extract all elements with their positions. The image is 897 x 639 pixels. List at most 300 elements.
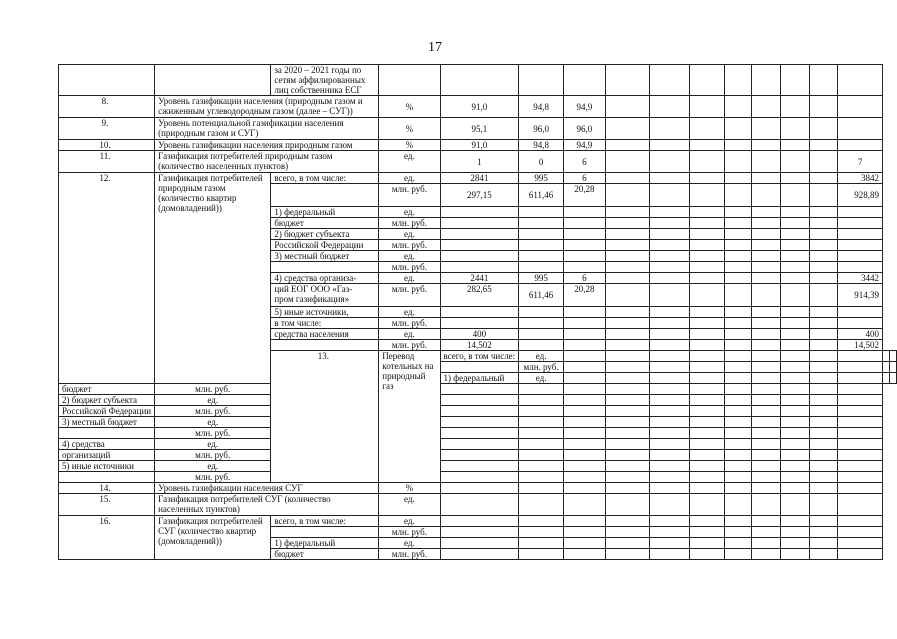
gasification-table	[58, 64, 897, 560]
empty-cell	[809, 65, 838, 96]
empty-cell	[519, 417, 564, 428]
empty-cell	[781, 65, 810, 96]
empty-cell	[809, 549, 838, 560]
empty-cell	[781, 417, 810, 428]
empty-cell	[689, 406, 725, 417]
unit-cell: %	[379, 140, 440, 151]
empty-cell	[155, 65, 271, 96]
empty-cell	[838, 439, 883, 450]
empty-cell	[689, 450, 725, 461]
empty-cell	[440, 65, 519, 96]
empty-cell	[564, 516, 606, 527]
empty-cell	[809, 262, 838, 273]
empty-cell	[725, 329, 752, 340]
unit-cell: ед.	[379, 538, 440, 549]
empty-cell	[649, 483, 689, 494]
empty-cell	[689, 483, 725, 494]
empty-cell	[649, 494, 689, 516]
empty-cell	[440, 262, 519, 273]
empty-cell	[752, 516, 781, 527]
empty-cell	[564, 240, 606, 251]
empty-cell	[752, 340, 781, 351]
empty-cell	[649, 406, 689, 417]
empty-cell	[725, 184, 752, 207]
unit-cell: ед.	[379, 207, 440, 218]
total-cell: 3442	[838, 273, 883, 284]
unit-cell: ед.	[155, 439, 271, 450]
value-cell: 297,15	[440, 184, 519, 207]
empty-cell	[649, 417, 689, 428]
empty-cell	[781, 472, 810, 483]
empty-cell	[752, 284, 781, 307]
empty-cell	[838, 218, 883, 229]
empty-cell	[752, 538, 781, 549]
empty-cell	[725, 118, 752, 140]
empty-cell	[519, 229, 564, 240]
empty-cell	[752, 273, 781, 284]
source-label: 4) средства	[59, 439, 155, 450]
empty-cell	[519, 516, 564, 527]
empty-cell	[649, 184, 689, 207]
total-cell: 914,39	[838, 284, 883, 307]
empty-cell	[605, 549, 649, 560]
empty-cell	[440, 516, 519, 527]
empty-cell	[838, 65, 883, 96]
unit-cell: млн. руб.	[155, 428, 271, 439]
table-row	[59, 151, 897, 173]
empty-cell	[440, 538, 519, 549]
empty-cell	[725, 549, 752, 560]
empty-cell	[781, 450, 810, 461]
empty-cell	[649, 173, 689, 184]
empty-cell	[809, 340, 838, 351]
unit-cell: ед.	[155, 395, 271, 406]
empty-cell	[519, 461, 564, 472]
empty-cell	[59, 65, 155, 96]
empty-cell	[838, 450, 883, 461]
empty-cell	[605, 140, 649, 151]
empty-cell	[781, 527, 810, 538]
empty-cell	[689, 329, 725, 340]
row-number: 10.	[59, 140, 155, 151]
empty-cell	[440, 450, 519, 461]
empty-cell	[649, 140, 689, 151]
empty-cell	[838, 428, 883, 439]
empty-cell	[752, 450, 781, 461]
empty-cell	[519, 318, 564, 329]
empty-cell	[725, 406, 752, 417]
empty-cell	[564, 472, 606, 483]
empty-cell	[519, 527, 564, 538]
unit-cell: ед.	[379, 307, 440, 318]
unit-cell: ед.	[379, 516, 440, 527]
empty-cell	[809, 273, 838, 284]
empty-cell	[605, 307, 649, 318]
empty-cell	[605, 173, 649, 184]
empty-cell	[440, 207, 519, 218]
source-label: 5) иные источники	[59, 461, 155, 472]
empty-cell	[689, 340, 725, 351]
empty-cell	[564, 229, 606, 240]
empty-cell	[752, 351, 781, 362]
empty-cell	[689, 549, 725, 560]
empty-cell	[605, 96, 649, 118]
empty-cell	[809, 428, 838, 439]
empty-cell	[752, 318, 781, 329]
empty-cell	[809, 461, 838, 472]
empty-cell	[564, 307, 606, 318]
empty-cell	[689, 273, 725, 284]
page-number: 17	[428, 40, 442, 55]
empty-cell	[725, 472, 752, 483]
value-cell: 6	[564, 273, 606, 284]
table-row	[59, 96, 897, 118]
empty-cell	[605, 472, 649, 483]
empty-cell	[725, 494, 752, 516]
empty-cell	[564, 251, 606, 262]
empty-cell	[809, 527, 838, 538]
empty-cell	[519, 207, 564, 218]
empty-cell	[564, 207, 606, 218]
empty-cell	[890, 373, 897, 384]
empty-cell	[781, 329, 810, 340]
empty-cell	[725, 151, 752, 173]
empty-cell	[781, 184, 810, 207]
row-name: Газификация потребителей СУГ (количество квартир (домовладений))	[155, 516, 271, 560]
empty-cell	[59, 472, 155, 483]
empty-cell	[725, 307, 752, 318]
empty-cell	[781, 483, 810, 494]
empty-cell	[440, 251, 519, 262]
total-cell: 3842	[838, 173, 883, 184]
empty-cell	[605, 516, 649, 527]
empty-cell	[440, 549, 519, 560]
empty-cell	[752, 96, 781, 118]
empty-cell	[752, 173, 781, 184]
empty-cell	[519, 340, 564, 351]
empty-cell	[838, 229, 883, 240]
value-cell: 95,1	[440, 118, 519, 140]
empty-cell	[809, 483, 838, 494]
empty-cell	[519, 329, 564, 340]
empty-cell	[649, 395, 689, 406]
empty-cell	[781, 173, 810, 184]
empty-cell	[781, 251, 810, 262]
empty-cell	[689, 207, 725, 218]
unit-cell: млн. руб.	[379, 284, 440, 307]
empty-cell	[809, 251, 838, 262]
empty-cell	[781, 229, 810, 240]
empty-cell	[781, 439, 810, 450]
empty-cell	[838, 384, 883, 395]
empty-cell	[725, 340, 752, 351]
empty-cell	[440, 240, 519, 251]
empty-cell	[605, 65, 649, 96]
empty-cell	[752, 373, 781, 384]
empty-cell	[725, 450, 752, 461]
unit-cell: %	[379, 96, 440, 118]
empty-cell	[440, 384, 519, 395]
empty-cell	[838, 362, 883, 373]
empty-cell	[564, 395, 606, 406]
unit-cell: млн. руб.	[379, 218, 440, 229]
source-label: организаций	[59, 450, 155, 461]
empty-cell	[649, 218, 689, 229]
value-cell: 2841	[440, 173, 519, 184]
empty-cell	[725, 318, 752, 329]
empty-cell	[809, 96, 838, 118]
empty-cell	[689, 284, 725, 307]
empty-cell	[809, 229, 838, 240]
empty-cell	[689, 240, 725, 251]
empty-cell	[605, 273, 649, 284]
empty-cell	[689, 384, 725, 395]
empty-cell	[689, 118, 725, 140]
unit-cell: ед.	[379, 151, 440, 173]
empty-cell	[725, 96, 752, 118]
empty-cell	[564, 218, 606, 229]
empty-cell	[838, 118, 883, 140]
empty-cell	[725, 395, 752, 406]
empty-cell	[564, 461, 606, 472]
empty-cell	[564, 340, 606, 351]
empty-cell	[519, 395, 564, 406]
unit-cell: ед.	[519, 351, 564, 362]
unit-cell: ед.	[155, 417, 271, 428]
empty-cell	[838, 96, 883, 118]
source-label: Российской Федерации	[271, 240, 379, 251]
empty-cell	[605, 439, 649, 450]
unit-cell: %	[379, 118, 440, 140]
source-label: средства населения	[271, 329, 379, 340]
empty-cell	[725, 516, 752, 527]
empty-cell	[519, 251, 564, 262]
value-cell: 94,8	[519, 96, 564, 118]
empty-cell	[752, 549, 781, 560]
empty-cell	[689, 428, 725, 439]
empty-cell	[564, 494, 606, 516]
row-name: Газификация потребителей природным газом (количество квартир (домовладений))	[155, 173, 271, 384]
empty-cell	[649, 351, 689, 362]
empty-cell	[689, 151, 725, 173]
empty-cell	[605, 118, 649, 140]
empty-cell	[752, 406, 781, 417]
empty-cell	[689, 527, 725, 538]
empty-cell	[689, 516, 725, 527]
empty-cell	[519, 307, 564, 318]
unit-cell: млн. руб.	[155, 472, 271, 483]
empty-cell	[781, 284, 810, 307]
empty-cell	[564, 483, 606, 494]
empty-cell	[838, 395, 883, 406]
empty-cell	[725, 173, 752, 184]
empty-cell	[781, 362, 810, 373]
empty-cell	[519, 494, 564, 516]
empty-cell	[838, 494, 883, 516]
unit-cell: млн. руб.	[379, 262, 440, 273]
empty-cell	[809, 218, 838, 229]
unit-cell: ед.	[379, 329, 440, 340]
empty-cell	[271, 340, 379, 351]
unit-cell: млн. руб.	[519, 362, 564, 373]
empty-cell	[605, 494, 649, 516]
empty-cell	[781, 538, 810, 549]
source-label: 4) средства организа-	[271, 273, 379, 284]
table-row	[59, 395, 897, 406]
empty-cell	[605, 428, 649, 439]
empty-cell	[689, 351, 725, 362]
empty-cell	[689, 218, 725, 229]
empty-cell	[689, 318, 725, 329]
empty-cell	[725, 384, 752, 395]
source-label: 1) федеральный	[440, 373, 519, 384]
empty-cell	[809, 118, 838, 140]
row-name: Перевод котельных на природный газ	[379, 351, 440, 483]
unit-cell: ед.	[379, 173, 440, 184]
total-cell: 7	[838, 151, 883, 173]
empty-cell	[809, 329, 838, 340]
empty-cell	[605, 362, 649, 373]
empty-cell	[838, 307, 883, 318]
unit-cell: млн. руб.	[379, 240, 440, 251]
source-label: ций ЕОГ ООО «Газ- пром газификация»	[271, 284, 379, 307]
empty-cell	[883, 362, 890, 373]
empty-cell	[752, 329, 781, 340]
empty-cell	[725, 140, 752, 151]
empty-cell	[440, 395, 519, 406]
empty-cell	[649, 549, 689, 560]
empty-cell	[605, 151, 649, 173]
empty-cell	[519, 384, 564, 395]
empty-cell	[649, 439, 689, 450]
empty-cell	[649, 96, 689, 118]
empty-cell	[752, 65, 781, 96]
empty-cell	[725, 251, 752, 262]
source-label: 1) федеральный	[271, 207, 379, 218]
value-cell: 94,9	[564, 96, 606, 118]
empty-cell	[440, 461, 519, 472]
value-cell: 995	[519, 173, 564, 184]
row-number: 14.	[59, 483, 155, 494]
empty-cell	[752, 395, 781, 406]
empty-cell	[649, 384, 689, 395]
empty-cell	[752, 384, 781, 395]
empty-cell	[781, 340, 810, 351]
unit-cell: млн. руб.	[379, 340, 440, 351]
empty-cell	[649, 340, 689, 351]
empty-cell	[519, 439, 564, 450]
empty-cell	[689, 140, 725, 151]
unit-cell: ед.	[519, 373, 564, 384]
empty-cell	[689, 362, 725, 373]
empty-cell	[689, 494, 725, 516]
empty-cell	[649, 329, 689, 340]
total-cell: 400	[838, 329, 883, 340]
empty-cell	[752, 151, 781, 173]
empty-cell	[752, 494, 781, 516]
empty-cell	[809, 318, 838, 329]
empty-cell	[605, 483, 649, 494]
empty-cell	[838, 406, 883, 417]
empty-cell	[838, 351, 883, 362]
empty-cell	[59, 428, 155, 439]
empty-cell	[519, 472, 564, 483]
empty-cell	[883, 351, 890, 362]
empty-cell	[519, 428, 564, 439]
value-cell: 94,8	[519, 140, 564, 151]
empty-cell	[271, 184, 379, 207]
empty-cell	[752, 229, 781, 240]
empty-cell	[809, 351, 838, 362]
value-cell: 91,0	[440, 140, 519, 151]
empty-cell	[519, 483, 564, 494]
empty-cell	[605, 229, 649, 240]
empty-cell	[519, 538, 564, 549]
empty-cell	[689, 262, 725, 273]
empty-cell	[838, 472, 883, 483]
empty-cell	[649, 373, 689, 384]
empty-cell	[781, 406, 810, 417]
unit-cell: ед.	[379, 494, 440, 516]
source-label: бюджет	[271, 218, 379, 229]
empty-cell	[809, 406, 838, 417]
empty-cell	[781, 151, 810, 173]
source-label: бюджет	[271, 549, 379, 560]
table-row	[59, 417, 897, 428]
empty-cell	[689, 439, 725, 450]
empty-cell	[519, 406, 564, 417]
empty-cell	[725, 428, 752, 439]
empty-cell	[649, 273, 689, 284]
empty-cell	[809, 472, 838, 483]
empty-cell	[725, 65, 752, 96]
empty-cell	[752, 262, 781, 273]
empty-cell	[781, 395, 810, 406]
row-description: за 2020 – 2021 годы по сетям аффилированных лиц собственника ЕСГ	[271, 65, 379, 96]
row-name: Газификация потребителей природным газом (количество населенных пунктов)	[155, 151, 379, 173]
empty-cell	[809, 384, 838, 395]
empty-cell	[809, 373, 838, 384]
value-cell: 995	[519, 273, 564, 284]
empty-cell	[725, 218, 752, 229]
empty-cell	[605, 340, 649, 351]
empty-cell	[809, 494, 838, 516]
empty-cell	[649, 318, 689, 329]
empty-cell	[689, 307, 725, 318]
empty-cell	[605, 538, 649, 549]
empty-cell	[725, 527, 752, 538]
empty-cell	[725, 229, 752, 240]
empty-cell	[689, 251, 725, 262]
empty-cell	[809, 207, 838, 218]
empty-cell	[809, 184, 838, 207]
value-cell: 20,28	[564, 184, 606, 207]
empty-cell	[809, 450, 838, 461]
source-label: 3) местный бюджет	[271, 251, 379, 262]
value-cell: 91,0	[440, 96, 519, 118]
empty-cell	[838, 240, 883, 251]
unit-cell: млн. руб.	[379, 184, 440, 207]
empty-cell	[649, 461, 689, 472]
empty-cell	[605, 527, 649, 538]
empty-cell	[649, 472, 689, 483]
empty-cell	[689, 229, 725, 240]
empty-cell	[838, 527, 883, 538]
empty-cell	[809, 140, 838, 151]
empty-cell	[725, 538, 752, 549]
value-cell: 6	[564, 151, 606, 173]
unit-cell: млн. руб.	[379, 318, 440, 329]
